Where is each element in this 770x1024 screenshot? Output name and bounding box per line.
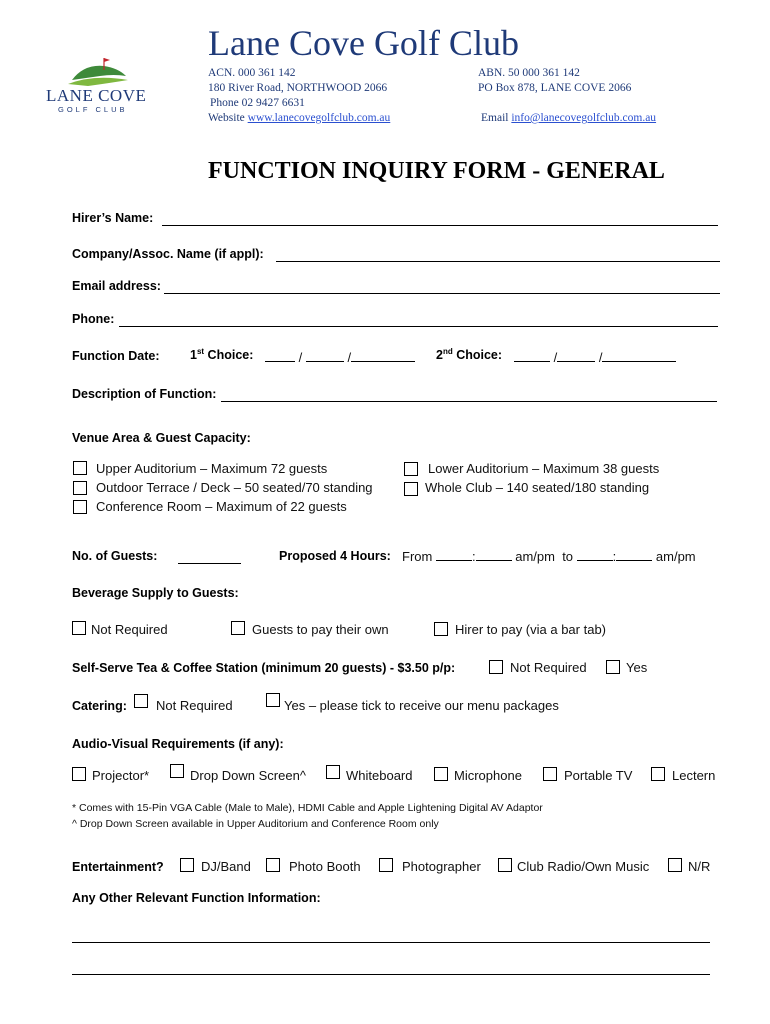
- entertainment-nr: N/R: [688, 859, 711, 874]
- av-projector: Projector*: [92, 768, 150, 783]
- second-choice-label: 2nd Choice:: [436, 347, 503, 363]
- av-microphone: Microphone: [454, 768, 522, 783]
- av-portable-tv: Portable TV: [564, 768, 633, 783]
- second-choice-date-field[interactable]: / /: [514, 349, 676, 365]
- website-label: Website: [208, 112, 248, 124]
- av-whiteboard: Whiteboard: [346, 768, 413, 783]
- to-hour-field[interactable]: [577, 548, 613, 561]
- website-line: [208, 111, 390, 126]
- tea-checkbox-not-required[interactable]: [489, 660, 503, 674]
- description-label: Description of Function:: [72, 387, 217, 401]
- beverage-guests-pay: Guests to pay their own: [252, 622, 389, 637]
- beverage-heading: Beverage Supply to Guests:: [72, 586, 239, 600]
- other-info-line-2[interactable]: [72, 974, 710, 975]
- club-logo: [44, 56, 148, 116]
- beverage-checkbox-guests-pay[interactable]: [231, 621, 245, 635]
- entertainment-label: Entertainment?: [72, 860, 164, 874]
- beverage-checkbox-not-required[interactable]: [72, 621, 86, 635]
- venue-whole-club: Whole Club – 140 seated/180 standing: [425, 480, 650, 495]
- beverage-hirer-pay: Hirer to pay (via a bar tab): [455, 622, 607, 637]
- hirer-name-label: Hirer’s Name:: [72, 211, 154, 225]
- first-choice-label: 1st Choice:: [190, 347, 254, 363]
- entertainment-club-radio: Club Radio/Own Music: [517, 859, 650, 874]
- email-link[interactable]: info@lanecovegolfclub.com.au: [511, 112, 657, 124]
- catering-checkbox-yes[interactable]: [266, 693, 280, 707]
- av-checkbox-whiteboard[interactable]: [326, 765, 340, 779]
- entertainment-photographer: Photographer: [402, 859, 481, 874]
- venue-heading: Venue Area & Guest Capacity:: [72, 431, 251, 445]
- av-checkbox-lectern[interactable]: [651, 767, 665, 781]
- av-note-projector: * Comes with 15-Pin VGA Cable (Male to Male), HDMI Cable and Apple Lightening Digital AV Adaptor: [72, 802, 543, 814]
- entertainment-checkbox-club-radio[interactable]: [498, 858, 512, 872]
- venue-checkbox-whole-club[interactable]: [404, 482, 418, 496]
- from-label: From: [402, 549, 433, 564]
- website-link[interactable]: www.lanecovegolfclub.com.au: [247, 112, 391, 124]
- description-field[interactable]: [221, 401, 717, 402]
- venue-upper-auditorium: Upper Auditorium – Maximum 72 guests: [96, 461, 328, 476]
- venue-lower-auditorium: Lower Auditorium – Maximum 38 guests: [428, 461, 660, 476]
- from-ampm: am/pm: [515, 549, 555, 564]
- from-hour-field[interactable]: [436, 548, 472, 561]
- tea-coffee-label: Self-Serve Tea & Coffee Station (minimum 20 guests) - $3.50 p/p:: [72, 661, 456, 675]
- po-box: PO Box 878, LANE COVE 2066: [478, 82, 632, 94]
- to-label: to: [562, 549, 574, 564]
- av-checkbox-microphone[interactable]: [434, 767, 448, 781]
- catering-label: Catering:: [72, 699, 127, 713]
- beverage-checkbox-hirer-pay[interactable]: [434, 622, 448, 636]
- other-info-line-1[interactable]: [72, 942, 710, 943]
- catering-not-required: Not Required: [156, 698, 233, 713]
- guests-label: No. of Guests:: [72, 549, 158, 563]
- street-address: 180 River Road, NORTHWOOD 2066: [208, 82, 388, 94]
- club-name: Lane Cove Golf Club: [208, 23, 519, 63]
- venue-checkbox-lower-auditorium[interactable]: [404, 462, 418, 476]
- proposed-hours-label: Proposed 4 Hours:: [279, 549, 391, 563]
- to-ampm: am/pm: [655, 549, 696, 564]
- entertainment-checkbox-nr[interactable]: [668, 858, 682, 872]
- logo-line2: GOLF CLUB: [58, 105, 128, 114]
- hirer-name-field[interactable]: [162, 225, 718, 226]
- company-label: Company/Assoc. Name (if appl):: [72, 247, 264, 261]
- entertainment-checkbox-photographer[interactable]: [379, 858, 393, 872]
- tea-not-required: Not Required: [510, 660, 587, 675]
- other-info-label: Any Other Relevant Function Information:: [72, 891, 321, 905]
- av-checkbox-portable-tv[interactable]: [543, 767, 557, 781]
- to-minute-field[interactable]: [616, 548, 652, 561]
- logo-line1: LANE COVE: [46, 86, 147, 105]
- av-drop-down-screen: Drop Down Screen^: [190, 768, 306, 783]
- av-lectern: Lectern: [672, 768, 716, 783]
- first-choice-date-field[interactable]: / /: [265, 349, 415, 365]
- av-checkbox-projector[interactable]: [72, 767, 86, 781]
- acn-text: ACN. 000 361 142: [208, 67, 296, 79]
- entertainment-checkbox-dj-band[interactable]: [180, 858, 194, 872]
- tea-checkbox-yes[interactable]: [606, 660, 620, 674]
- company-field[interactable]: [276, 261, 720, 262]
- tea-yes: Yes: [626, 660, 648, 675]
- guests-field[interactable]: [178, 563, 241, 564]
- email-address-label: Email address:: [72, 279, 161, 293]
- email-label: Email: [481, 112, 512, 124]
- abn-text: ABN. 50 000 361 142: [478, 67, 580, 79]
- venue-outdoor-terrace: Outdoor Terrace / Deck – 50 seated/70 standing: [96, 480, 373, 495]
- entertainment-checkbox-photo-booth[interactable]: [266, 858, 280, 872]
- phone-text: Phone 02 9427 6631: [210, 97, 305, 109]
- entertainment-dj-band: DJ/Band: [201, 859, 251, 874]
- av-checkbox-drop-down-screen[interactable]: [170, 764, 184, 778]
- av-note-screen: ^ Drop Down Screen available in Upper Auditorium and Conference Room only: [72, 818, 439, 830]
- venue-conference-room: Conference Room – Maximum of 22 guests: [96, 499, 347, 514]
- entertainment-photo-booth: Photo Booth: [289, 859, 361, 874]
- email-line: [481, 111, 656, 126]
- function-date-label: Function Date:: [72, 349, 160, 363]
- form-title: FUNCTION INQUIRY FORM - GENERAL: [208, 158, 665, 184]
- beverage-not-required: Not Required: [91, 622, 168, 637]
- phone-field[interactable]: [119, 326, 718, 327]
- venue-checkbox-conference-room[interactable]: [73, 500, 87, 514]
- av-heading: Audio-Visual Requirements (if any):: [72, 737, 284, 751]
- phone-label: Phone:: [72, 312, 115, 326]
- catering-checkbox-not-required[interactable]: [134, 694, 148, 708]
- venue-checkbox-upper-auditorium[interactable]: [73, 461, 87, 475]
- venue-checkbox-outdoor-terrace[interactable]: [73, 481, 87, 495]
- catering-yes: Yes – please tick to receive our menu packages: [284, 698, 559, 713]
- email-address-field[interactable]: [164, 293, 720, 294]
- from-minute-field[interactable]: [476, 548, 512, 561]
- hours-from-row: From : am/pm to : am/pm: [402, 549, 696, 564]
